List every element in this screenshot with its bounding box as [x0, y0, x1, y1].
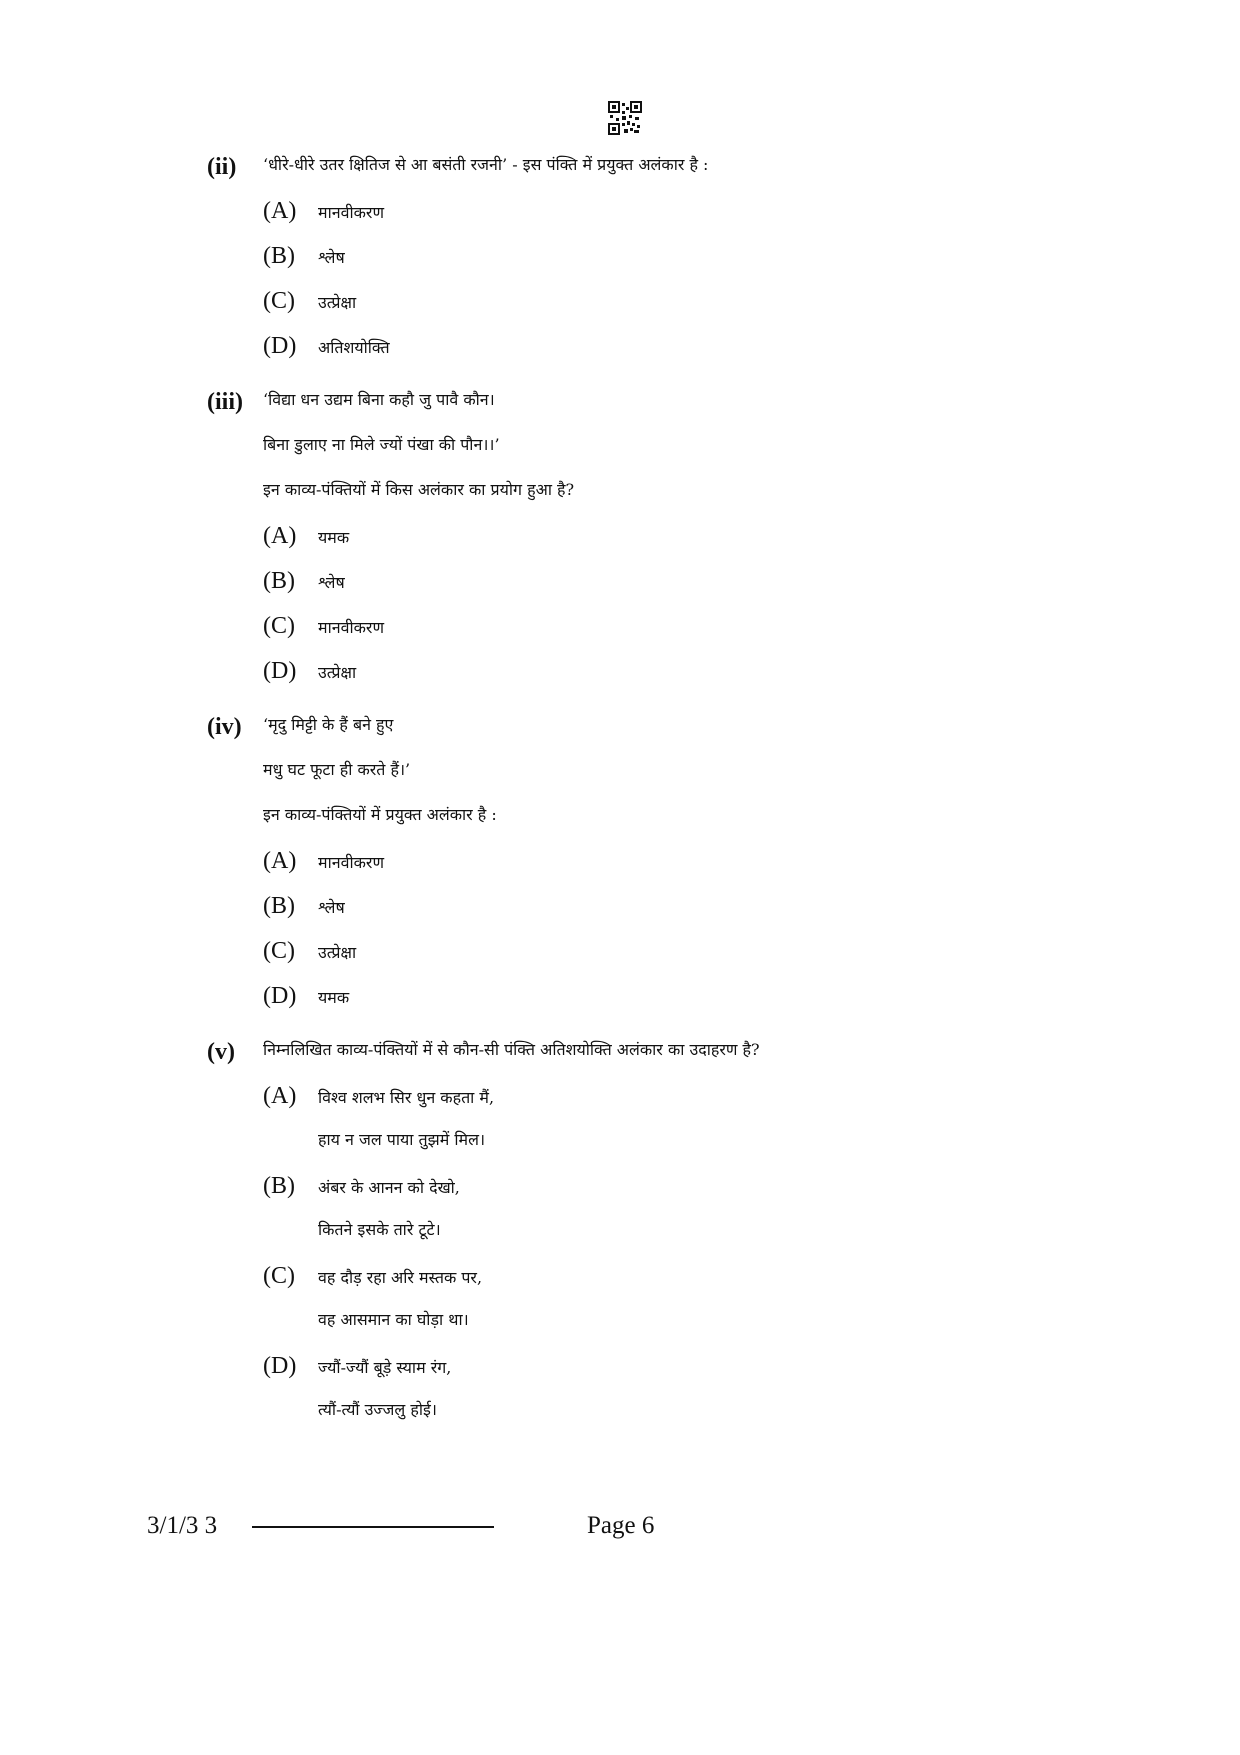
question-text: इन काव्य-पंक्तियों में किस अलंकार का प्रयोग हुआ है? — [263, 480, 575, 499]
option-label: (A) — [263, 1083, 297, 1109]
page-number: Page 6 — [587, 1512, 655, 1539]
option-label: (D) — [263, 1353, 297, 1379]
option-c — [263, 613, 384, 640]
option-c — [263, 938, 356, 965]
option-text: उत्प्रेक्षा — [318, 663, 357, 682]
option-label: (C) — [263, 288, 295, 314]
option-text: श्लेष — [318, 248, 345, 267]
option-b — [263, 243, 345, 270]
option-label: (C) — [263, 938, 295, 964]
option-d — [263, 333, 390, 360]
option-text: मानवीकरण — [318, 853, 385, 872]
option-d — [263, 658, 356, 685]
question-text: मधु घट फूटा ही करते हैं।’ — [263, 760, 411, 779]
option-label: (A) — [263, 523, 297, 549]
option-label: (A) — [263, 198, 297, 224]
option-label: (B) — [263, 243, 295, 269]
option-label: (B) — [263, 568, 295, 594]
question-number: (ii) — [207, 154, 237, 180]
option-a — [263, 848, 384, 875]
option-text: अतिशयोक्ति — [318, 338, 390, 357]
paper-code: 3/1/3 3 — [147, 1512, 218, 1539]
option-text: विश्व शलभ सिर धुन कहता मैं, — [318, 1088, 495, 1107]
option-a — [263, 1083, 494, 1110]
option-d — [263, 983, 349, 1010]
question-number: (iv) — [207, 714, 242, 740]
option-c — [263, 1263, 482, 1290]
option-label: (C) — [263, 613, 295, 639]
option-b-line2: कितने इसके तारे टूटे। — [318, 1220, 441, 1239]
option-text: ज्यौं-ज्यौं बूड़े स्याम रंग, — [318, 1358, 452, 1377]
option-label: (D) — [263, 983, 297, 1009]
option-label: (A) — [263, 848, 297, 874]
option-text: वह दौड़ रहा अरि मस्तक पर, — [318, 1268, 483, 1287]
question-number: (iii) — [207, 389, 243, 415]
option-text: अंबर के आनन को देखो, — [318, 1178, 460, 1197]
option-a-line2: हाय न जल पाया तुझमें मिल। — [318, 1130, 486, 1149]
question-text: ‘विद्या धन उद्यम बिना कहौ जु पावै कौन। — [263, 390, 495, 409]
question-text: निम्नलिखित काव्य-पंक्तियों में से कौन-सी पंक्ति अतिशयोक्ति अलंकार का उदाहरण है? — [263, 1040, 760, 1059]
option-text: यमक — [318, 528, 350, 547]
question-text: इन काव्य-पंक्तियों में प्रयुक्त अलंकार है : — [263, 805, 497, 824]
question-text: बिना डुलाए ना मिले ज्यों पंखा की पौन।।’ — [263, 435, 500, 454]
question-text: ‘मृदु मिट्टी के हैं बने हुए — [263, 715, 394, 734]
option-text: मानवीकरण — [318, 203, 385, 222]
qr-code-icon — [608, 101, 642, 135]
option-label: (D) — [263, 658, 297, 684]
option-a — [263, 523, 349, 550]
option-d — [263, 1353, 451, 1380]
question-text: ‘धीरे-धीरे उतर क्षितिज से आ बसंती रजनी’ - इस पंक्ति में प्रयुक्त अलंकार है : — [263, 155, 709, 174]
option-text: उत्प्रेक्षा — [318, 293, 357, 312]
option-label: (D) — [263, 333, 297, 359]
question-number: (v) — [207, 1039, 235, 1065]
option-b — [263, 893, 345, 920]
option-text: यमक — [318, 988, 350, 1007]
option-text: मानवीकरण — [318, 618, 385, 637]
option-c-line2: वह आसमान का घोड़ा था। — [318, 1310, 469, 1329]
option-c — [263, 288, 356, 315]
option-text: श्लेष — [318, 573, 345, 592]
option-label: (B) — [263, 893, 295, 919]
option-a — [263, 198, 384, 225]
option-b — [263, 1173, 460, 1200]
option-d-line2: त्यौं-त्यौं उज्जलु होई। — [318, 1400, 437, 1419]
option-text: श्लेष — [318, 898, 345, 917]
option-b — [263, 568, 345, 595]
option-text: उत्प्रेक्षा — [318, 943, 357, 962]
option-label: (C) — [263, 1263, 295, 1289]
footer-divider — [252, 1526, 494, 1528]
option-label: (B) — [263, 1173, 295, 1199]
